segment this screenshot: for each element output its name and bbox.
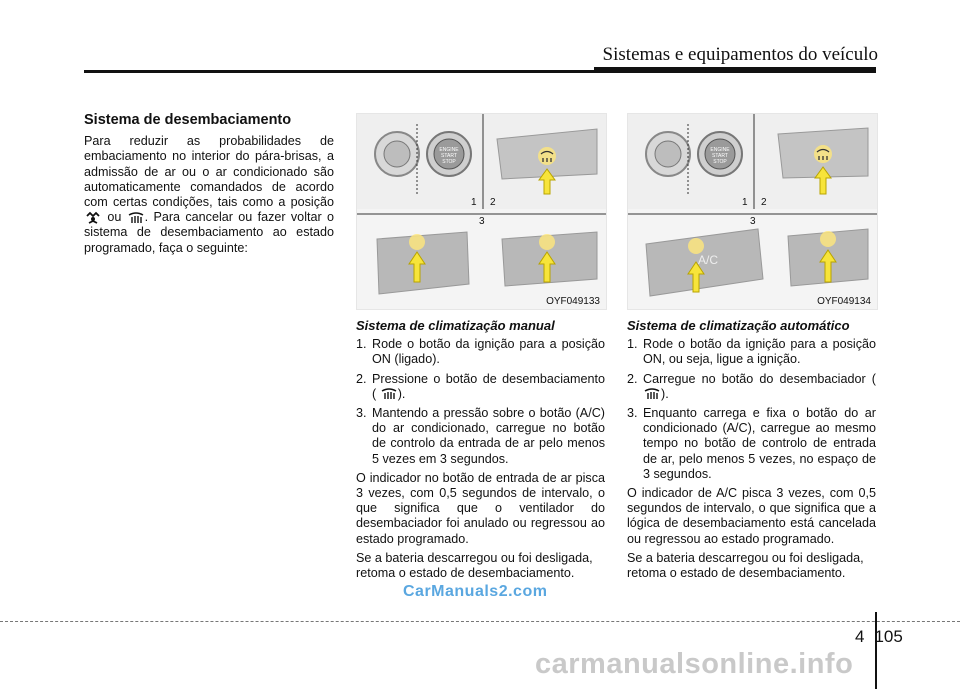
- figure-code: OYF049133: [546, 296, 600, 307]
- auto-section: [627, 318, 876, 585]
- front-defrost-icon: [380, 387, 398, 401]
- chapter-number: 4: [855, 627, 865, 646]
- page-number-divider: [875, 612, 877, 689]
- callout-2: 2: [761, 197, 767, 208]
- callout-3: 3: [750, 216, 756, 227]
- step-number: 3.: [356, 406, 367, 421]
- manual-climate-illustration: [357, 114, 606, 309]
- manual-paragraph-1: O indicador no botão de entrada de ar pisca 3 vezes, com 0,5 segundos de intervalo, o que significa que o ventilador do desembaciador foi anulado ou regressou ao estado programado.: [356, 470, 605, 546]
- step-text-before: Carregue no botão do desembaciador (: [643, 371, 876, 386]
- svg-text:A/C: A/C: [698, 253, 719, 267]
- auto-step-3: [627, 406, 876, 482]
- svg-text:ENGINE: ENGINE: [710, 147, 730, 153]
- footer-rule: [0, 621, 960, 622]
- auto-step-2: [627, 372, 876, 402]
- intro-text-3: . Para cancelar ou fazer voltar o sistema de desembaciamento ao estado programado, faça o seguinte:: [84, 210, 334, 255]
- callout-3: 3: [479, 216, 485, 227]
- auto-climate-illustration: [628, 114, 877, 309]
- watermark-bottom: carmanualsonline.info: [535, 648, 854, 680]
- step-text-after: ).: [661, 386, 669, 401]
- intro-paragraph: [84, 134, 334, 256]
- page-number-value: 105: [874, 627, 903, 646]
- section-title: Sistemas e equipamentos do veículo: [602, 44, 878, 65]
- step-text: Rode o botão da ignição para a posição ON (ligado).: [372, 337, 605, 367]
- figure-auto-climate: [627, 113, 878, 310]
- svg-text:ENGINE: ENGINE: [439, 147, 459, 153]
- auto-title: Sistema de climatização automático: [627, 318, 850, 333]
- manual-step-2: [356, 372, 605, 402]
- step-text: Enquanto carrega e fixa o botão do ar condicionado (A/C), carregue ao mesmo tempo no botão de controlo de entrada de ar, pelo menos 5 vezes, no espaço de 3 segundos.: [643, 406, 876, 481]
- defrost-floor-icon: [84, 211, 102, 225]
- front-defrost-icon: [643, 387, 661, 401]
- step-number: 3.: [627, 406, 638, 421]
- step-text-before: Pressione o botão de desembaciamento (: [372, 371, 605, 401]
- step-number: 1.: [627, 337, 638, 352]
- header-rule: [84, 70, 876, 73]
- step-text-after: ).: [397, 386, 406, 401]
- step-text: [643, 372, 876, 402]
- step-number: 2.: [356, 371, 367, 386]
- page-number: [855, 627, 903, 647]
- auto-paragraph-2: Se a bateria descarregou ou foi desligada, retoma o estado de desembaciamento.: [627, 550, 864, 581]
- left-column: [84, 113, 334, 260]
- watermark-top: CarManuals2.com: [403, 583, 548, 600]
- svg-text:STOP: STOP: [442, 159, 456, 165]
- figure-code: OYF049134: [817, 296, 871, 307]
- callout-1: 1: [471, 197, 477, 208]
- manual-title: Sistema de climatização manual: [356, 318, 555, 333]
- svg-text:START: START: [712, 153, 728, 159]
- callout-2: 2: [490, 197, 496, 208]
- manual-section: [356, 318, 605, 585]
- manual-paragraph-2: Se a bateria descarregou ou foi desligada, retoma o estado de desembaciamento.: [356, 550, 593, 581]
- intro-text-1: Para reduzir as probabilidades de embaciamento no interior do pára-brisas, a admissão de ar ou o ar condicionado são automaticamente comandados de acordo com certas condições, tais como a posição: [84, 134, 334, 210]
- intro-text-2: ou: [107, 210, 122, 225]
- step-text: Mantendo a pressão sobre o botão (A/C) do ar condicionado, carregue no botão de controlo da entrada de ar pelo menos 5 vezes em 3 segundos.: [372, 406, 605, 466]
- header-rule-accent: [594, 67, 876, 70]
- figure-manual-climate: [356, 113, 607, 310]
- manual-step-1: [356, 337, 605, 367]
- step-number: 2.: [627, 371, 638, 386]
- auto-paragraph-1: O indicador de A/C pisca 3 vezes, com 0,5 segundos de intervalo, o que significa que a lógica de desembaciamento está cancelada ou regressou ao estado programado.: [627, 486, 876, 546]
- manual-step-3: [356, 406, 605, 467]
- step-number: 1.: [356, 337, 367, 352]
- section-heading: Sistema de desembaciamento: [84, 112, 292, 128]
- front-defrost-icon: [127, 211, 145, 225]
- auto-step-1: [627, 337, 876, 367]
- step-text: Rode o botão da ignição para a posição ON, ou seja, ligue a ignição.: [643, 337, 876, 367]
- callout-1: 1: [742, 197, 748, 208]
- svg-text:STOP: STOP: [713, 159, 727, 165]
- svg-text:START: START: [441, 153, 457, 159]
- step-text: [372, 372, 605, 402]
